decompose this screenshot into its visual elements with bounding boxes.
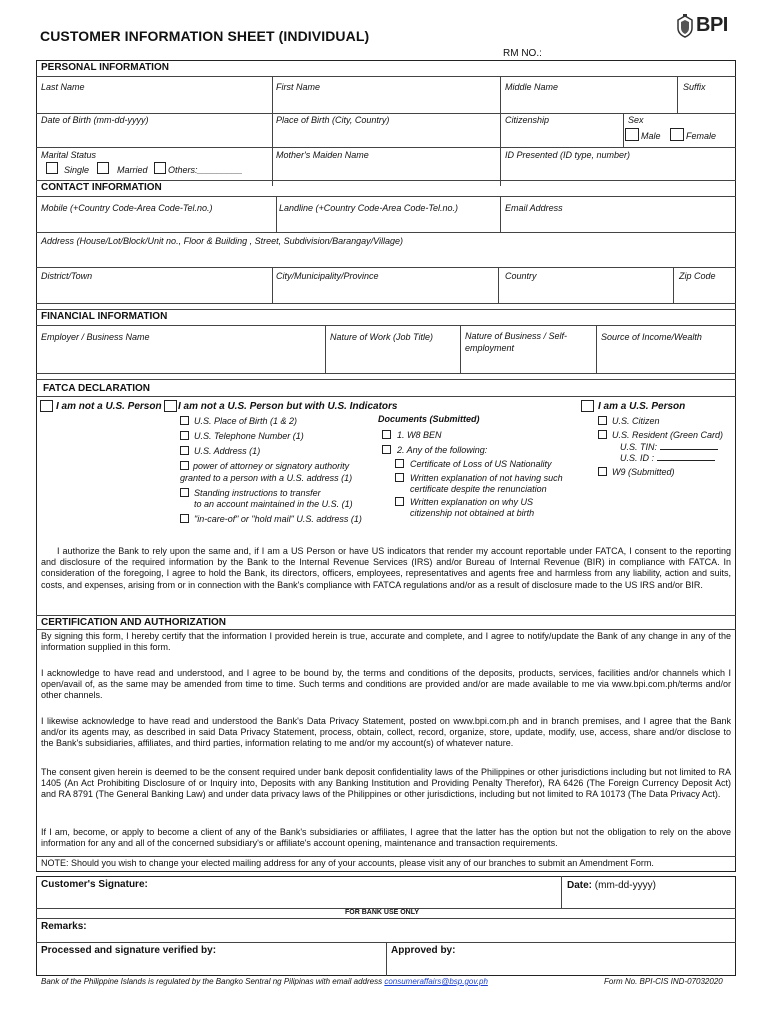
pob-field[interactable]: Place of Birth (City, Country) xyxy=(276,115,390,125)
any-following-checkbox[interactable] xyxy=(382,445,391,454)
mothers-maiden-name-field[interactable]: Mother's Maiden Name xyxy=(276,150,369,160)
others-field[interactable]: Others:_________ xyxy=(168,165,243,175)
married-checkbox[interactable] xyxy=(97,162,109,174)
single-label: Single xyxy=(64,165,90,175)
w9-checkbox[interactable] xyxy=(598,467,607,476)
us-tin-label: U.S. TIN: xyxy=(620,442,658,452)
nature-of-business-field-2: employment xyxy=(465,343,515,353)
written-explanation-1-label-2: certificate despite the renunciation xyxy=(410,484,547,494)
documents-heading: Documents (Submitted) xyxy=(378,414,480,424)
male-checkbox[interactable] xyxy=(625,128,639,141)
date-label: Date: xyxy=(567,880,593,891)
section-personal-heading: PERSONAL INFORMATION xyxy=(41,62,169,73)
poa-checkbox[interactable] xyxy=(180,461,189,470)
cert-loss-label: Certificate of Loss of US Nationality xyxy=(410,459,552,469)
us-person-checkbox[interactable] xyxy=(581,400,594,412)
last-name-field[interactable]: Last Name xyxy=(41,82,85,92)
citizenship-field[interactable]: Citizenship xyxy=(505,115,550,125)
certification-paragraph-2: I acknowledge to have read and understood, and I agree to be bound by, the terms and conditions of the deposits, products, services, facilities and/or channels which I open/avail of, as the same may be amended from time to time. Such terms and conditions are provided and/or are made available to me via www.bpi.com.ph/terms and/or other channels. xyxy=(41,668,731,701)
standing-instructions-label-2: to an account maintained in the U.S. (1) xyxy=(194,499,353,509)
footer-regulation-text: Bank of the Philippine Islands is regulated by the Bangko Sentral ng Pilipinas with email address xyxy=(41,977,383,986)
us-address-checkbox[interactable] xyxy=(180,446,189,455)
address-field[interactable]: Address (House/Lot/Block/Unit no., Floor & Building , Street, Subdivision/Barangay/Village) xyxy=(41,236,404,246)
suffix-field[interactable]: Suffix xyxy=(683,82,706,92)
us-resident-checkbox[interactable] xyxy=(598,430,607,439)
bpi-logo-text: BPI xyxy=(696,14,728,36)
id-presented-field[interactable]: ID Presented (ID type, number) xyxy=(505,150,631,160)
approved-by-field[interactable]: Approved by: xyxy=(391,945,456,956)
section-certification-heading: CERTIFICATION AND AUTHORIZATION xyxy=(41,617,226,628)
w8-ben-checkbox[interactable] xyxy=(382,430,391,439)
section-financial-heading: FINANCIAL INFORMATION xyxy=(41,311,168,322)
poa-label-2: granted to a person with a U.S. address (1) xyxy=(180,473,353,483)
female-label: Female xyxy=(686,131,717,141)
us-birth-label: U.S. Place of Birth (1 & 2) xyxy=(194,416,298,426)
others-checkbox[interactable] xyxy=(154,162,166,174)
marital-status-label: Marital Status xyxy=(41,150,97,160)
us-citizen-label: U.S. Citizen xyxy=(612,416,660,426)
rm-no-label: RM NO.: xyxy=(503,48,542,59)
dob-field[interactable]: Date of Birth (mm-dd-yyyy) xyxy=(41,115,149,125)
email-field[interactable]: Email Address xyxy=(505,203,563,213)
landline-field[interactable]: Landline (+Country Code-Area Code-Tel.no.) xyxy=(279,203,459,213)
bank-use-only-label: FOR BANK USE ONLY xyxy=(345,909,420,916)
written-explanation-2-checkbox[interactable] xyxy=(395,497,404,506)
us-id-field[interactable] xyxy=(620,452,715,463)
certification-paragraph-3: I likewise acknowledge to have read and understood the Bank's Data Privacy Statement, posted on www.bpi.com.ph and in branch premises, and I agree that the Bank and/or its agents may, as described in said Data Privacy Statement, process, obtain, collect, record, organize, store, update, modify, use, access, share and/or disclose to the Bank's subsidiaries, affiliates, and third parties, information relating to me and/or my account(s) of whatever nature. xyxy=(41,716,731,749)
city-field[interactable]: City/Municipality/Province xyxy=(276,271,379,281)
certification-paragraph-5: If I am, become, or apply to become a client of any of the Bank's subsidiaries or affiliates, I agree that the latter has the option but not the obligation to rely on the above information for any and all of the concerned subsidiary's or affiliate's account opening, maintenance and transaction requirements. xyxy=(41,827,731,849)
bsp-email-link[interactable]: consumeraffairs@bsp.gov.ph xyxy=(384,977,488,986)
written-explanation-2-label: Written explanation on why US xyxy=(410,497,534,507)
form-number: Form No. BPI-CIS IND-07032020 xyxy=(604,977,723,986)
us-citizen-checkbox[interactable] xyxy=(598,416,607,425)
employer-field[interactable]: Employer / Business Name xyxy=(41,332,150,342)
remarks-field[interactable]: Remarks: xyxy=(41,921,87,932)
zip-code-field[interactable]: Zip Code xyxy=(679,271,716,281)
footer-regulation xyxy=(41,977,488,986)
any-following-label: 2. Any of the following: xyxy=(397,445,488,455)
customer-signature-field[interactable]: Customer's Signature: xyxy=(41,879,148,890)
fatca-authorization-text: I authorize the Bank to rely upon the same and, if I am a US Person or have US indicators that render my account reportable under FATCA, I consent to the reporting and disclosure of the required information by the Bank to the Internal Revenue Services (IRS) and/or Bureau of Internal Revenue (BIR) in compliance with FATCA. In consideration of the foregoing, I agree to hold the Bank, its directors, officers, employees, representatives and agents free and harmless from any liability, action and suits, costs, and expenses, arising from or in connection with the Bank's compliance with FATCA regulations and/or as a result of disclosure made to the US IRS and/or BIR. xyxy=(41,546,731,590)
us-tin-field[interactable] xyxy=(620,441,718,452)
in-care-of-label: "in-care-of" or "hold mail" U.S. address (1) xyxy=(194,514,362,524)
us-phone-checkbox[interactable] xyxy=(180,431,189,440)
section-contact-heading: CONTACT INFORMATION xyxy=(41,182,162,193)
sex-label: Sex xyxy=(628,115,644,125)
married-label: Married xyxy=(117,165,148,175)
cert-loss-checkbox[interactable] xyxy=(395,459,404,468)
us-resident-label: U.S. Resident (Green Card) xyxy=(612,430,724,440)
page-title: CUSTOMER INFORMATION SHEET (INDIVIDUAL) xyxy=(40,28,370,44)
in-care-of-checkbox[interactable] xyxy=(180,514,189,523)
certification-paragraph-1: By signing this form, I hereby certify that the information I provided herein is true, accurate and complete, and I agree to notify/update the Bank of any change in any of the information supplied in this form. xyxy=(41,631,731,653)
date-format: (mm-dd-yyyy) xyxy=(594,880,656,891)
nature-of-work-field[interactable]: Nature of Work (Job Title) xyxy=(330,332,433,342)
section-fatca-heading: FATCA DECLARATION xyxy=(43,383,151,394)
bpi-crest-icon xyxy=(676,14,694,38)
amendment-note: NOTE: Should you wish to change your elected mailing address for any of your accounts, please visit any of our branches to submit an Amendment Form. xyxy=(41,858,654,868)
us-address-label: U.S. Address (1) xyxy=(194,446,261,456)
certification-paragraph-4: The consent given herein is deemed to be the consent required under bank deposit confidentiality laws of the Philippines or other jurisdictions including but not limited to RA 1405 (An Act Prohibiting Disclosure of or Inquiry into, Deposits with any Banking Institution and Providing Penalty Therefor), RA 6426 (The Foreign Currency Deposit Act) and RA 8791 (The General Banking Law) and under data privacy laws of the Philippines or other jurisdictions, including but not limited to RA 10173 (The Data Privacy Act). xyxy=(41,767,731,800)
bpi-logo xyxy=(676,14,736,40)
not-us-person-label: I am not a U.S. Person xyxy=(56,401,162,412)
not-us-person-with-indicators-label: I am not a U.S. Person but with U.S. Indicators xyxy=(178,401,398,412)
written-explanation-2-label-2: citizenship not obtained at birth xyxy=(410,508,535,518)
standing-instructions-checkbox[interactable] xyxy=(180,488,189,497)
nature-of-business-field[interactable]: Nature of Business / Self- xyxy=(465,331,568,341)
poa-label: power of attorney or signatory authority xyxy=(193,461,350,471)
us-phone-label: U.S. Telephone Number (1) xyxy=(194,431,304,441)
not-us-person-checkbox[interactable] xyxy=(40,400,53,412)
standing-instructions-label: Standing instructions to transfer xyxy=(194,488,321,498)
district-field[interactable]: District/Town xyxy=(41,271,93,281)
mobile-field[interactable]: Mobile (+Country Code-Area Code-Tel.no.) xyxy=(41,203,213,213)
w9-label: W9 (Submitted) xyxy=(612,467,675,477)
male-label: Male xyxy=(641,131,661,141)
written-explanation-1-label: Written explanation of not having such xyxy=(410,473,563,483)
us-birth-checkbox[interactable] xyxy=(180,416,189,425)
country-field[interactable]: Country xyxy=(505,271,537,281)
w8-ben-label: 1. W8 BEN xyxy=(397,430,442,440)
processed-by-field[interactable]: Processed and signature verified by: xyxy=(41,945,217,956)
female-checkbox[interactable] xyxy=(670,128,684,141)
written-explanation-1-checkbox[interactable] xyxy=(395,473,404,482)
single-checkbox[interactable] xyxy=(46,162,58,174)
middle-name-field[interactable]: Middle Name xyxy=(505,82,559,92)
not-us-person-with-indicators-checkbox[interactable] xyxy=(164,400,177,412)
date-field[interactable] xyxy=(567,880,656,891)
first-name-field[interactable]: First Name xyxy=(276,82,321,92)
source-of-income-field[interactable]: Source of Income/Wealth xyxy=(601,332,702,342)
us-person-label: I am a U.S. Person xyxy=(598,401,686,412)
us-id-label: U.S. ID : xyxy=(620,453,655,463)
